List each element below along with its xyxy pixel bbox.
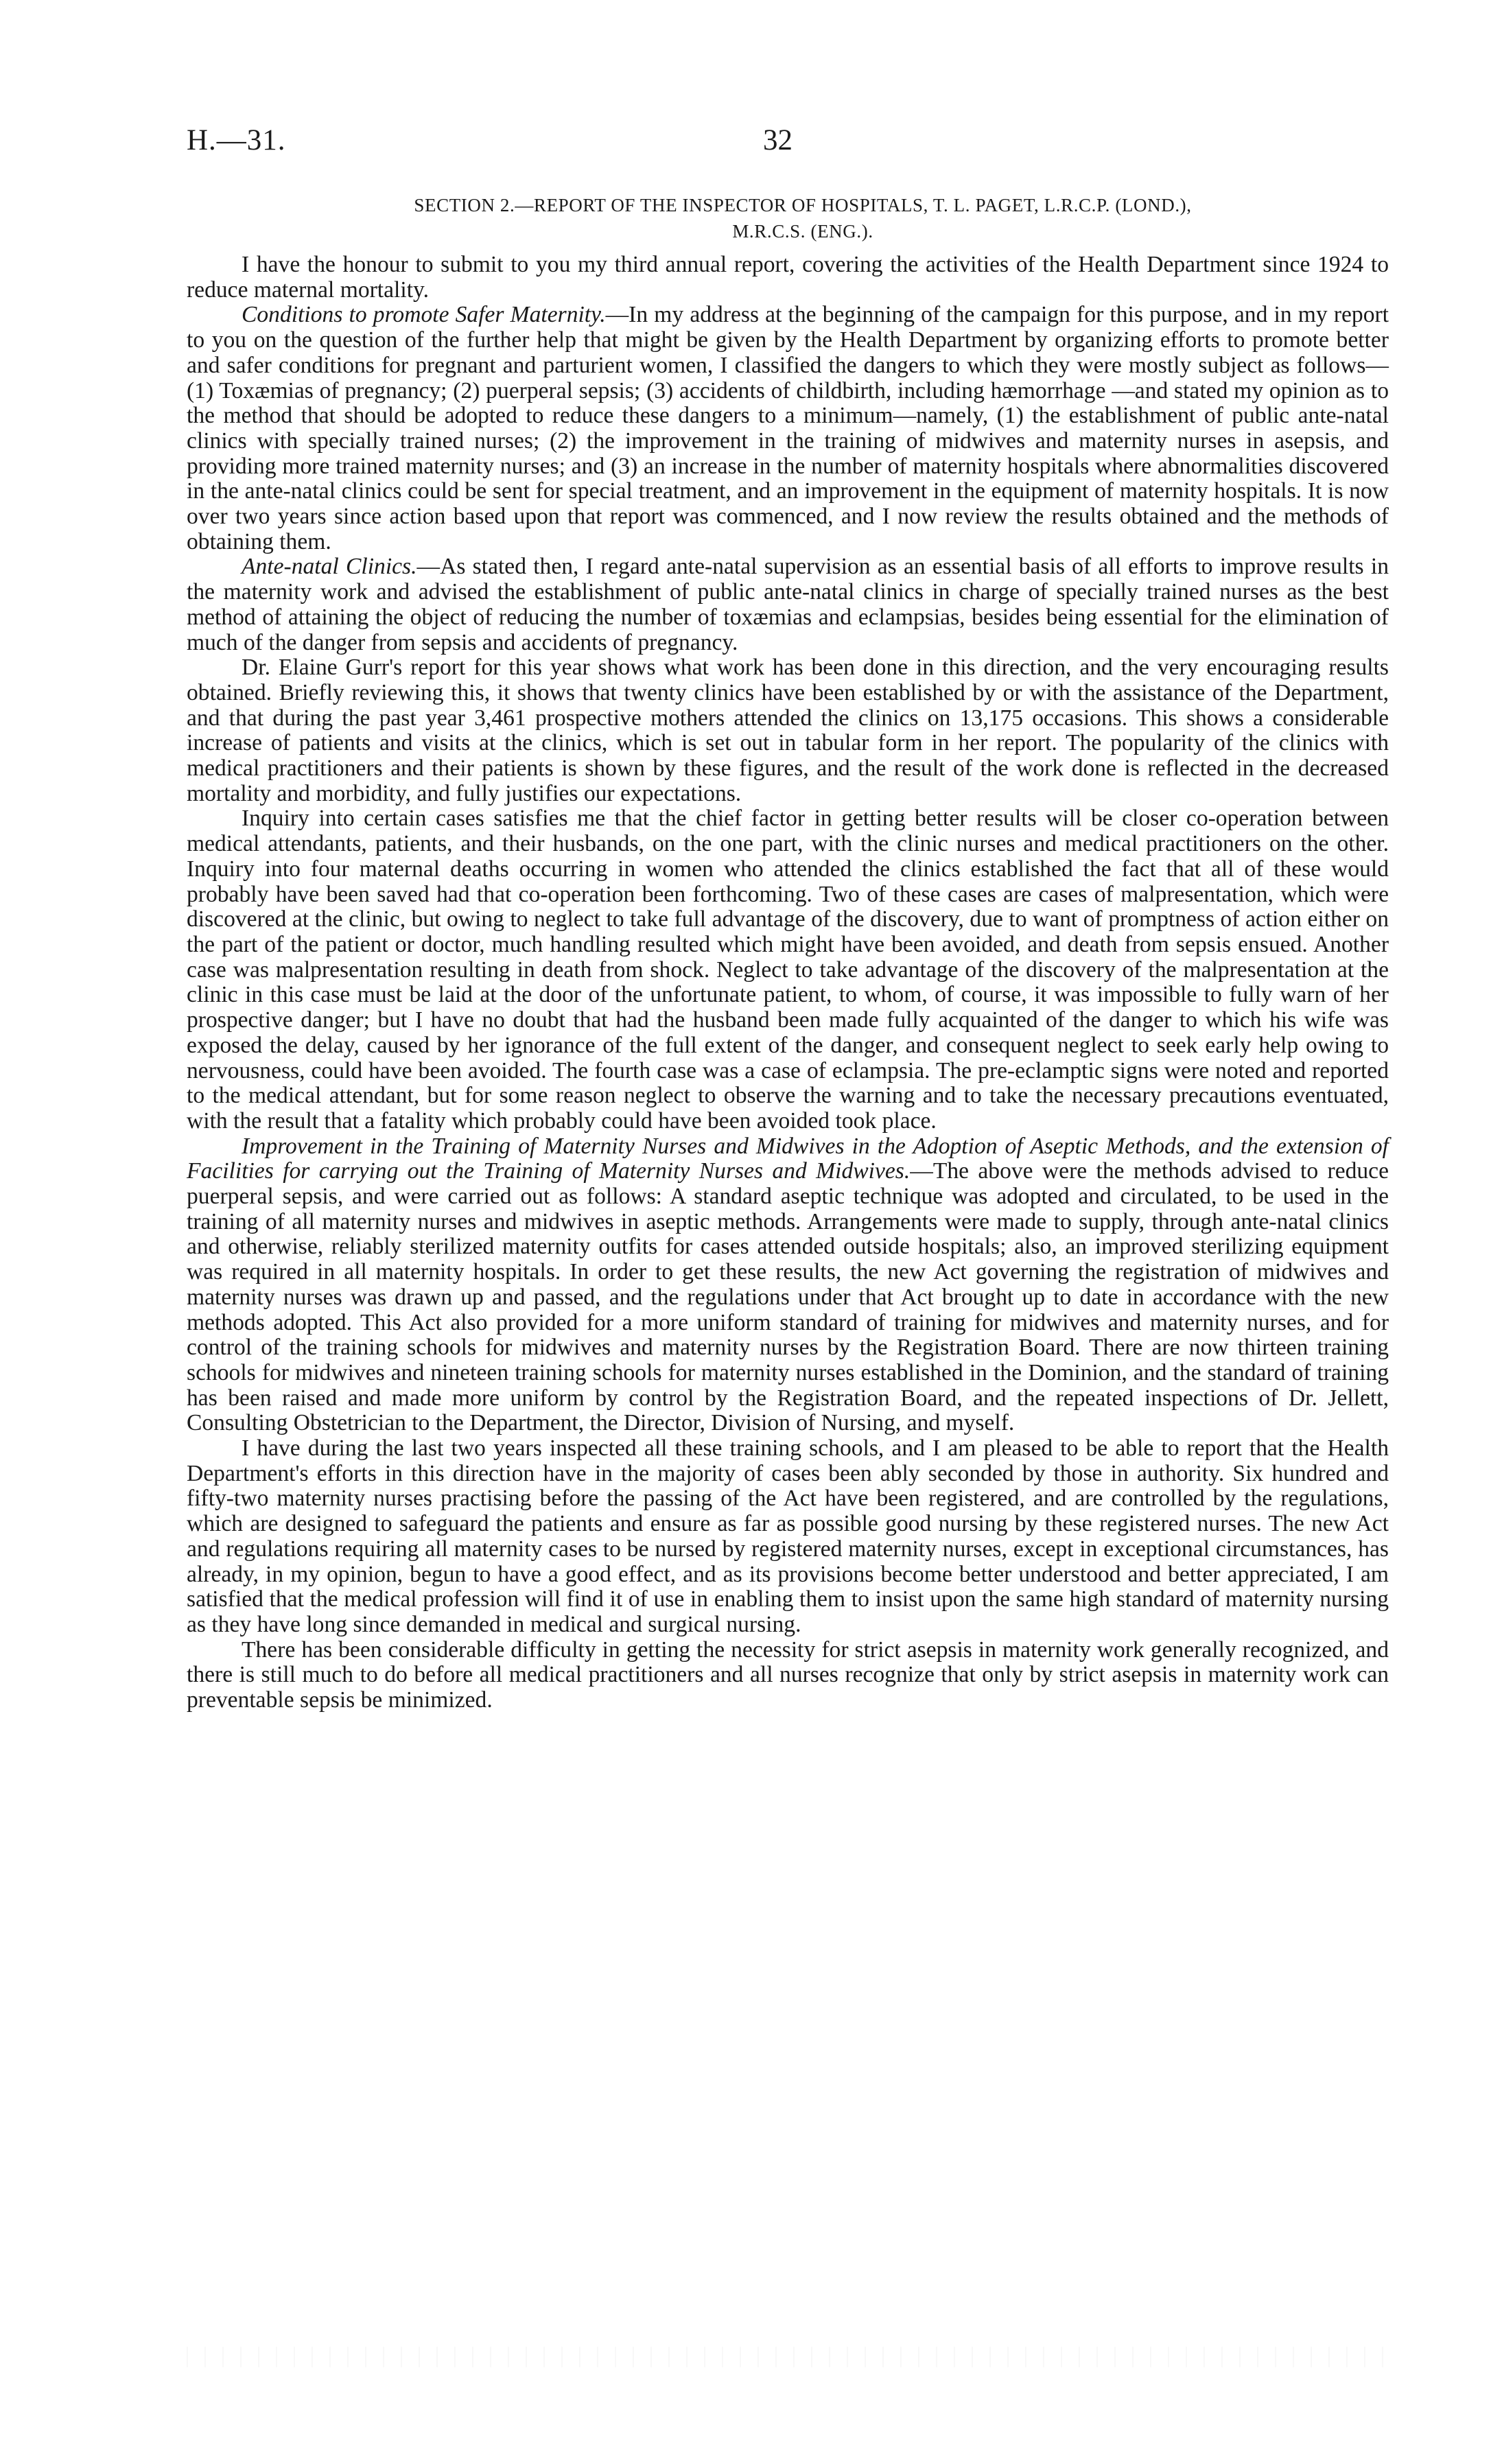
paragraph-heading: Improvement in the Training of Maternity Nurses and Midwives in the Adoption of Aseptic Methods, and the extension of Facilities for carrying out the Training of Maternity Nurses and Midwives. (187, 1133, 1389, 1184)
report-body (187, 253, 1389, 1713)
paragraph-text: I have during the last two years inspected all these training schools, and I am pleased to be able to report that the Health Department's efforts in this direction have in the majority of cases been ably seconded by those in authority. Six hundred and fifty-two maternity nurses practising before the passing of the Act have been registered, and are controlled by the regulations, which are designed to safeguard the patients and ensure as far as possible good nursing by these registered nurses. The new Act and regulations requiring all maternity cases to be nursed by registered maternity nurses, except in exceptional circumstances, has already, in my opinion, begun to have a good effect, and as its provisions become better understood and better appreciated, I am satisfied that the medical profession will find it of use in enabling them to insist upon the same high standard of maternity nursing as they have long since demanded in medical and surgical nursing. (187, 1435, 1389, 1637)
paragraph-introduction (187, 253, 1389, 303)
paragraph-asepsis (187, 1638, 1389, 1713)
page-number: 32 (763, 124, 793, 156)
document-reference: H.—31. (187, 124, 286, 156)
paragraph-inquiry (187, 806, 1389, 1134)
section-title (220, 192, 1386, 244)
paragraph-text: There has been considerable difficulty in getting the necessity for strict asepsis in maternity work generally recognized, and there is still much to do before all medical practitioners and all nurses recognize that only by strict asepsis in maternity work can preventable sepsis be minimized. (187, 1636, 1389, 1713)
paragraph-text: I have the honour to submit to you my third annual report, covering the activities of the Health Department since 1924 to reduce maternal mortality. (187, 252, 1389, 303)
paragraph-gurr-report (187, 655, 1389, 806)
section-title-line-1: SECTION 2.—REPORT OF THE INSPECTOR OF HOSPITALS, T. L. PAGET, L.R.C.P. (LOND.), (414, 195, 1192, 215)
paragraph-heading: Conditions to promote Safer Maternity. (242, 302, 606, 328)
paragraph-ante-natal-clinics (187, 554, 1389, 655)
paragraph-inspections (187, 1436, 1389, 1638)
paragraph-safer-maternity (187, 303, 1389, 554)
paragraph-text: Dr. Elaine Gurr's report for this year shows what work has been done in this direction, and the very encouraging results obtained. Briefly reviewing this, it shows that twenty clinics have been established by or with the assistance of the Department, and that during the past year 3,461 prospective mothers attended the clinics on 13,175 occasions. This shows a considerable increase of patients and visits at the clinics, which is set out in tabular form in her report. The popularity of the clinics with medical practitioners and their patients is shown by these figures, and the result of the work done is reflected in the decreased mortality and morbidity, and fully justifies our expectations. (187, 655, 1389, 806)
paragraph-text: —The above were the methods advised to reduce puerperal sepsis, and were carried out as follows: A standard aseptic technique was adopted and circulated, to be used in the training of all maternity nurses and midwives in aseptic methods. Arrangements were made to supply, through ante-natal clinics and otherwise, reliably sterilized maternity outfits for cases attended outside hospitals; also, an improved sterilizing equipment was required in all maternity hospitals. In order to get these results, the new Act governing the registration of midwives and maternity nurses was drawn up and passed, and the regulations under that Act brought up to date in accordance with the new methods adopted. This Act also provided for a more uniform standard of training for midwives and maternity nurses, and for control of the training schools for midwives and maternity nurses by the Registration Board. There are now thirteen training schools for midwives and nineteen training schools for maternity nurses established in the Dominion, and the standard of training has been raised and made more uniform by control by the Registration Board, and the repeated inspections of Dr. Jellett, Consulting Obstetrician to the Department, the Director, Division of Nursing, and myself. (187, 1158, 1389, 1436)
paragraph-training-improvement (187, 1134, 1389, 1436)
scan-noise-strip (187, 2347, 1387, 2367)
paragraph-text: —In my address at the beginning of the campaign for this purpose, and in my report to you on the question of the further help that might be given by the Health Department by organizing efforts to promote better and safer conditions for pregnant and parturient women, I classified the dangers to which they were mostly subject as follows— (1) Toxæmias of pregnancy; (2) puerperal sepsis; (3) accidents of childbirth, including hæmorrhage —and stated my opinion as to the method that should be adopted to reduce these dangers to a minimum—namely, (1) the establishment of public ante-natal clinics with specially trained nurses; (2) the improvement in the training of midwives and maternity nurses in asepsis, and providing more trained maternity nurses; and (3) an increase in the number of maternity hospitals where abnormalities discovered in the ante-natal clinics could be sent for special treatment, and an improvement in the equipment of maternity hospitals. It is now over two years since action based upon that report was commenced, and I now review the results obtained and the methods of obtaining them. (187, 302, 1389, 554)
page-header (187, 124, 1387, 172)
paragraph-text: —As stated then, I regard ante-natal supervision as an essential basis of all efforts to improve results in the maternity work and advised the establishment of public ante-natal clinics in charge of specially trained nurses as the best method of attaining the object of reducing the number of toxæmias and eclampsias, besides being essential for the elimination of much of the danger from sepsis and accidents of pregnancy. (187, 554, 1389, 655)
paragraph-text: Inquiry into certain cases satisfies me that the chief factor in getting better results will be closer co-operation between medical attendants, patients, and their husbands, on the one part, with the clinic nurses and medical practitioners on the other. Inquiry into four maternal deaths occurring in women who attended the clinics established the fact that all of these would probably have been saved had that co-operation been forthcoming. Two of these cases are cases of malpresentation, which were discovered at the clinic, but owing to neglect to take full advantage of the discovery, due to want of promptness of action either on the part of the patient or doctor, much handling resulted which might have been avoided, and death from sepsis ensued. Another case was malpresentation resulting in death from shock. Neglect to take advantage of the discovery of the malpresentation at the clinic in this case must be laid at the door of the unfortunate patient, to whom, of course, it was impossible to fully warn of her prospective danger; but I have no doubt that had the husband been made fully acquainted of the danger to which his wife was exposed the delay, caused by her ignorance of the full extent of the danger, and consequent neglect to seek early help owing to nervousness, could have been avoided. The fourth case was a case of eclampsia. The pre-eclamptic signs were noted and reported to the medical attendant, but for some reason neglect to observe the warning and to take the necessary precautions eventuated, with the result that a fatality which probably could have been avoided took place. (187, 806, 1389, 1134)
paragraph-heading: Ante-natal Clinics. (242, 554, 417, 580)
section-title-line-2: M.R.C.S. (ENG.). (732, 221, 873, 242)
